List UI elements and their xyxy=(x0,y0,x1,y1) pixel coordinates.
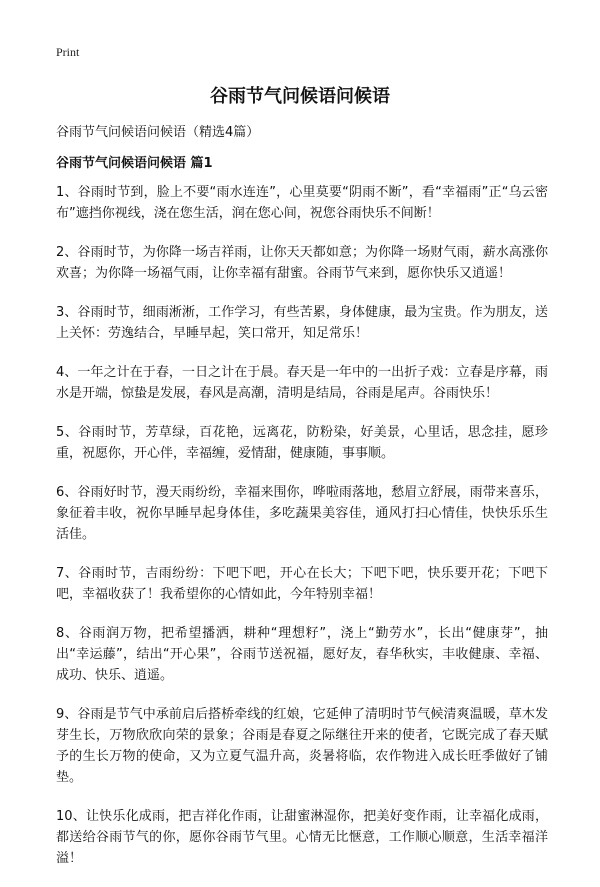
greeting-item-6: 6、谷雨好时节，漫天雨纷纷，幸福来围你，哗啦雨落地，愁眉立舒展，雨带来喜乐，象征着丰收，祝你早睡早起身体佳，多吃蔬果美容佳，通风打扫心情佳，快快乐乐生活佳。 xyxy=(56,485,548,542)
page-title: 谷雨节气问候语问候语 xyxy=(210,86,390,107)
greeting-item-1: 1、谷雨时节到，脸上不要“雨水连连”，心里莫要“阴雨不断”，看“幸福雨”正“乌云密布”遮挡你视线，浇在您生活，润在您心间，祝您谷雨快乐不间断！ xyxy=(56,185,548,221)
greeting-list xyxy=(56,182,548,887)
greeting-item-9: 9、谷雨是节气中承前启后搭桥牵线的红娘，它延伸了清明时节气候清爽温暖，草木发芽生长，万物欣欣向荣的景象；谷雨是春夏之际继往开来的使者，它既完成了春天赋予的生长万物的使命，又为立夏气温升高，炎暑将临，农作物进入成长旺季做好了铺垫。 xyxy=(56,707,548,785)
greeting-item-3: 3、谷雨时节，细雨淅淅，工作学习，有些苦累，身体健康，最为宝贵。作为朋友，送上关怀：劳逸结合，早睡早起，笑口常开，知足常乐！ xyxy=(56,305,548,341)
greeting-item-5: 5、谷雨时节，芳草绿，百花艳，远离花，防粉染，好美景，心里话，思念挂，愿珍重，祝愿你，开心伴，幸福缠，爱情甜，健康随，事事顺。 xyxy=(56,425,548,461)
greeting-item-2: 2、谷雨时节，为你降一场吉祥雨，让你天天都如意；为你降一场财气雨，薪水高涨你欢喜；为你降一场福气雨，让你幸福有甜蜜。谷雨节气来到，愿你快乐又逍遥！ xyxy=(56,245,548,281)
greeting-item-8: 8、谷雨润万物，把希望播洒，耕种“理想籽”，浇上“勤劳水”，长出“健康芽”，抽出“幸运藤”，结出“开心果”，谷雨节送祝福，愿好友，春华秋实，丰收健康、幸福、成功、快乐、逍遥。 xyxy=(56,626,548,683)
print-label: Print xyxy=(56,45,80,59)
section-heading: 谷雨节气问候语问候语 篇1 xyxy=(56,156,213,171)
greeting-item-10: 10、让快乐化成雨，把吉祥化作雨，让甜蜜淋湿你，把美好变作雨，让幸福化成雨，都送给谷雨节气的你，愿你谷雨节气里。心情无比惬意，工作顺心顺意，生活幸福洋溢！ xyxy=(56,809,548,866)
page-subtitle: 谷雨节气问候语问候语（精选4篇） xyxy=(56,125,260,140)
greeting-item-4: 4、一年之计在于春，一日之计在于晨。春天是一年中的一出折子戏：立春是序幕，雨水是开端，惊蛰是发展，春风是高潮，清明是结局，谷雨是尾声。谷雨快乐！ xyxy=(56,365,548,401)
greeting-item-7: 7、谷雨时节，吉雨纷纷：下吧下吧，开心在长大；下吧下吧，快乐要开花；下吧下吧，幸福收获了！我希望你的心情如此，今年特别幸福！ xyxy=(56,566,548,602)
